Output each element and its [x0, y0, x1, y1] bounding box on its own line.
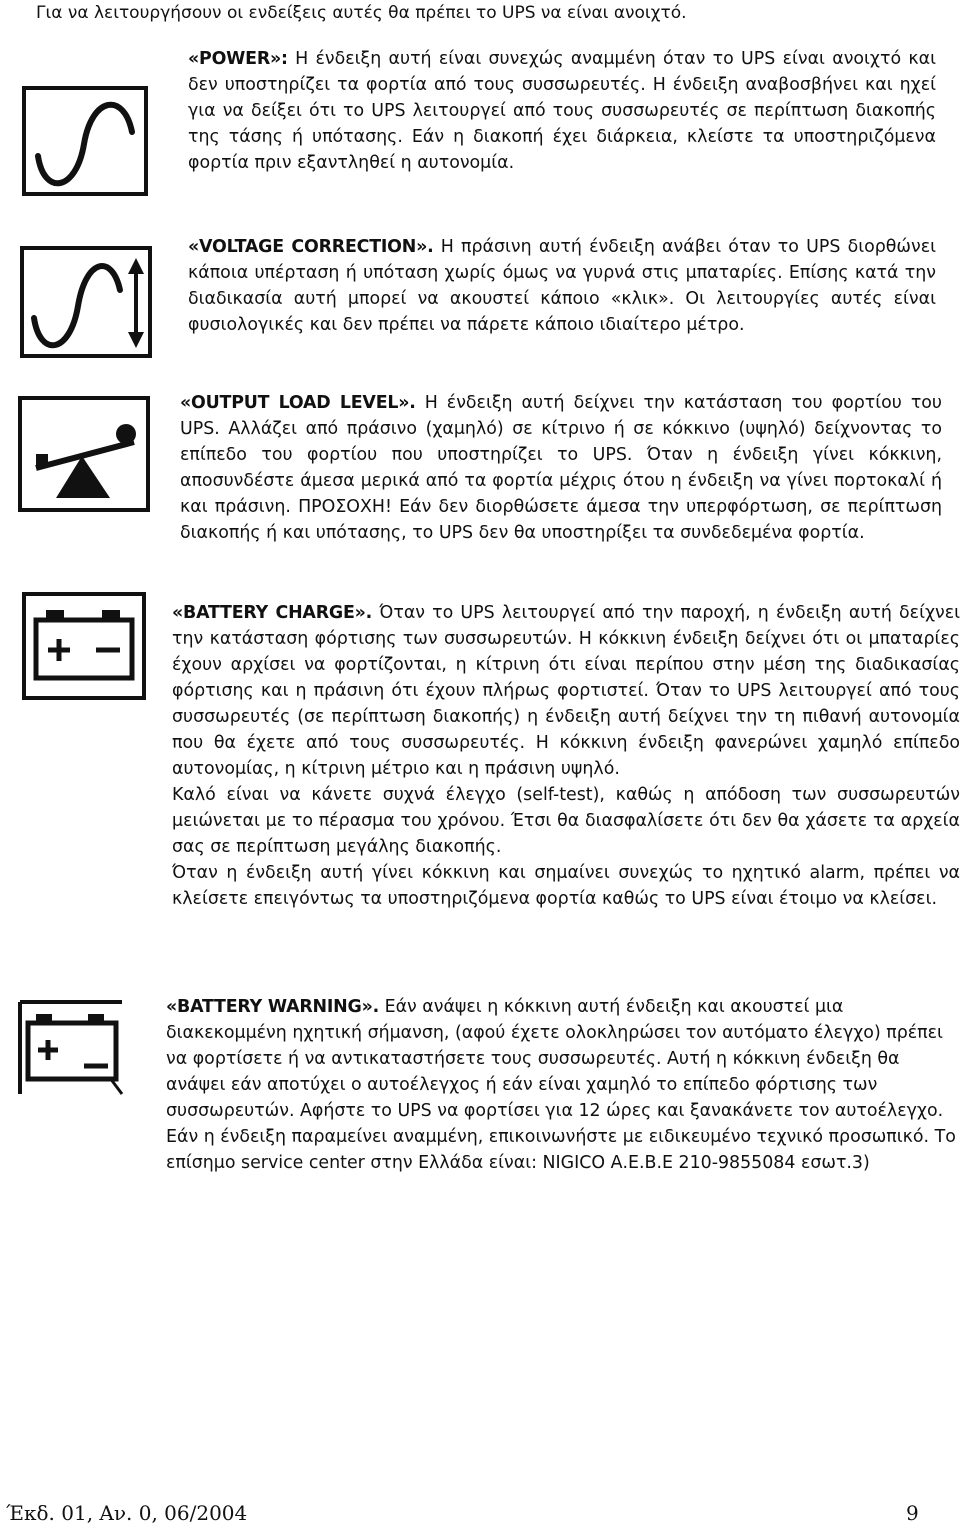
voltage-title: «VOLTAGE CORRECTION». — [188, 237, 434, 257]
footer-edition: Έκδ. 01, Αν. 0, 06/2004 — [6, 1501, 248, 1525]
power-text: Η ένδειξη αυτή είναι συνεχώς αναμμένη όταν το UPS είναι ανοιχτό και δεν υποστηρίζει τα φορτία από τους συσσωρευτές. Η ένδειξη αναβοσβήνει και ηχεί για να δείξει ότι το UPS λειτουργεί από τους συσσωρευτές σε περίπτωση διακοπής της τάσης ή υπότασης. Εάν η διακοπή έχει διάρκεια, κλείστε τα υποστηριζόμενα φορτία πριν εξαντληθεί η αυτονομία. — [188, 49, 936, 173]
intro-text: Για να λειτουργήσουν οι ενδείξεις αυτές θα πρέπει το UPS να είναι ανοιχτό. — [36, 3, 687, 23]
sine-wave-arrow-icon — [18, 244, 154, 360]
load-title: «OUTPUT LOAD LEVEL». — [180, 393, 416, 413]
voltage-correction-section — [188, 234, 936, 338]
warning-title: «BATTERY WARNING». — [166, 997, 380, 1017]
power-title: «POWER»: — [188, 49, 288, 69]
seesaw-load-icon — [16, 394, 152, 514]
battery-charge-section — [172, 600, 960, 912]
battery-warning-section — [166, 994, 958, 1176]
page-number: 9 — [906, 1501, 919, 1525]
sine-wave-icon — [20, 84, 150, 198]
voltage-text: Η πράσινη αυτή ένδειξη ανάβει όταν το UPS διορθώνει κάποια υπέρταση ή υπόταση χωρίς όμως να γυρνά στις μπαταρίες. Επίσης κατά την διαδικασία αυτή μπορεί να ακουστεί κάποιο «κλικ». Οι λειτουργίες αυτές είναι φυσιολογικές και δεν πρέπει να πάρετε κάποιο ιδιαίτερο μέτρο. — [188, 237, 936, 335]
charge-title: «BATTERY CHARGE». — [172, 603, 373, 623]
battery-icon — [20, 590, 148, 702]
charge-text: Όταν το UPS λειτουργεί από την παροχή, η ένδειξη αυτή δείχνει την κατάσταση φόρτισης των συσσωρευτών. Η κόκκινη ένδειξη δείχνει ότι οι μπαταρίες έχουν αρχίσει να φορτίζονται, η κίτρινη ότι είναι περίπου στην μέση της διαδικασίας φόρτισης και η πράσινη ότι έχουν πλήρως φορτιστεί. Όταν το UPS λειτουργεί από τους συσσωρευτές (σε περίπτωση διακοπής) η ένδειξη αυτή δείχνει την τη πιθανή αυτονομία που θα έχετε από τους συσσωρευτές. Η κόκκινη ένδειξη φανερώνει χαμηλό επίπεδο αυτονομίας, η κίτρινη μέτριο και η πράσινη υψηλό. — [172, 603, 960, 779]
battery-warning-icon — [14, 996, 130, 1100]
warning-text: Εάν ανάψει η κόκκινη αυτή ένδειξη και ακουστεί μια διακεκομμένη ηχητική σήμανση, (αφού έχετε ολοκληρώσει τον αυτόματο έλεγχο) πρέπει να φορτίσετε ή να αντικαταστήσετε τους συσσωρευτές. Αυτή η κόκκινη ένδειξη θα ανάψει εάν αποτύχει ο αυτοέλεγχος ή εάν είναι χαμηλό το επίπεδο φόρτισης των συσσωρευτών. Αφήστε το UPS να φορτίσει για 12 ώρες και ξανακάνετε τον αυτοέλεγχο. Εάν η ένδειξη παραμείνει αναμμένη, επικοινωνήστε με ειδικευμένο τεχνικό προσωπικό. Το επίσημο service center στην Ελλάδα είναι: NIGICO Α.Ε.Β.Ε 210-9855084 εσωτ.3) — [166, 997, 956, 1173]
load-text: Η ένδειξη αυτή δείχνει την κατάσταση του φορτίου του UPS. Αλλάζει από πράσινο (χαμηλό) σε κίτρινο ή σε κόκκινο (υψηλό) δείχνοντας το επίπεδο του φορτίου που υποστηρίζει το UPS. Όταν η ένδειξη γίνει κόκκινη, αποσυνδέστε άμεσα μερικά από τα φορτία μέχρις ότου η ένδειξη να γίνει πορτοκαλί ή και πράσινη. ΠΡΟΣΟΧΗ! Εάν δεν διορθώσετε άμεσα την υπερφόρτωση, σε περίπτωση διακοπής ή και υπότασης, το UPS δεν θα υποστηρίξει τα συνδεδεμένα φορτία. — [180, 393, 942, 543]
power-section — [188, 46, 936, 176]
charge-text-alarm: Όταν η ένδειξη αυτή γίνει κόκκινη και σημαίνει συνεχώς το ηχητικό alarm, πρέπει να κλείσετε επειγόντως τα υποστηριζόμενα φορτία καθώς το UPS είναι έτοιμο να κλείσει. — [172, 863, 960, 909]
charge-text-self-test: Καλό είναι να κάνετε συχνά έλεγχο (self-test), καθώς η απόδοση των συσσωρευτών μειώνεται με το πέρασμα του χρόνου. Έτσι θα διασφαλίσετε ότι δεν θα χάσετε τα αρχεία σας σε περίπτωση μεγάλης διακοπής. — [172, 785, 960, 857]
output-load-level-section — [180, 390, 942, 546]
